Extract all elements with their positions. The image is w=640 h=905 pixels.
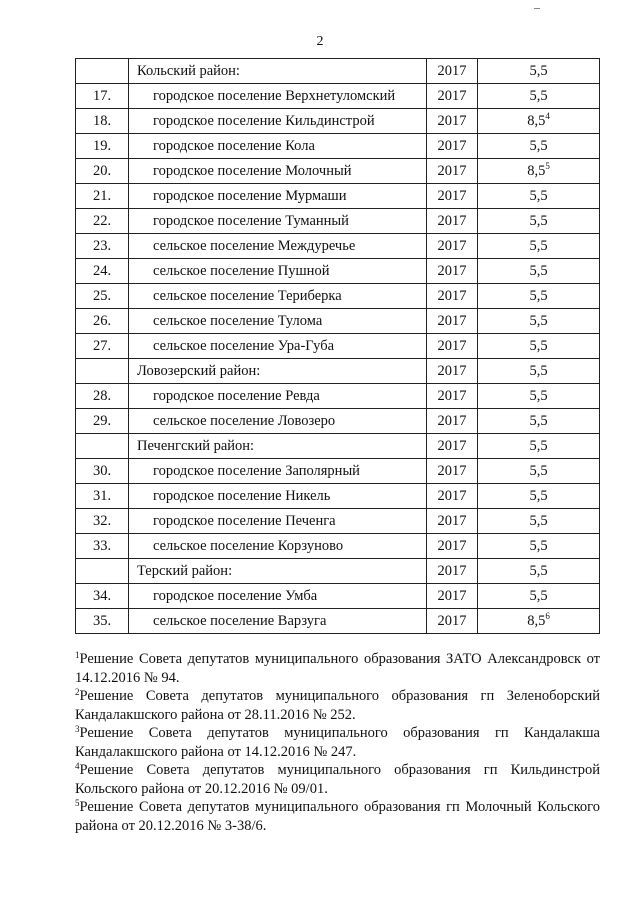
district-row bbox=[76, 559, 600, 584]
row-number: 17. bbox=[76, 84, 129, 109]
settlement-name: сельское поселение Ура-Губа bbox=[129, 334, 427, 359]
row-number: 23. bbox=[76, 234, 129, 259]
year-cell: 2017 bbox=[427, 309, 478, 334]
rate-value: 5,5 bbox=[529, 138, 548, 154]
rate-value: 5,5 bbox=[529, 363, 548, 379]
year-cell: 2017 bbox=[427, 484, 478, 509]
table-row bbox=[76, 384, 600, 409]
rate-cell bbox=[478, 284, 600, 309]
rate-cell bbox=[478, 509, 600, 534]
settlement-name: городское поселение Печенга bbox=[129, 509, 427, 534]
row-number: 34. bbox=[76, 584, 129, 609]
row-number: 21. bbox=[76, 184, 129, 209]
table-row bbox=[76, 184, 600, 209]
rate-cell bbox=[478, 84, 600, 109]
footnote-text: Решение Совета депутатов муниципального образования гп Кандалакша Кандалакшского района от 14.12.2016 № 247. bbox=[75, 725, 600, 760]
row-number: 32. bbox=[76, 509, 129, 534]
year-cell: 2017 bbox=[427, 584, 478, 609]
footnote bbox=[75, 761, 600, 798]
table-row bbox=[76, 109, 600, 134]
settlement-name: городское поселение Молочный bbox=[129, 159, 427, 184]
year-cell: 2017 bbox=[427, 409, 478, 434]
footnote-ref: 5 bbox=[545, 161, 550, 171]
year-cell: 2017 bbox=[427, 334, 478, 359]
district-name: Печенгский район: bbox=[129, 434, 427, 459]
table-row bbox=[76, 334, 600, 359]
settlement-name: сельское поселение Корзуново bbox=[129, 534, 427, 559]
rate-value: 5,5 bbox=[529, 188, 548, 204]
rate-cell bbox=[478, 109, 600, 134]
district-row bbox=[76, 434, 600, 459]
rate-cell bbox=[478, 609, 600, 634]
rate-cell bbox=[478, 359, 600, 384]
rate-cell bbox=[478, 434, 600, 459]
row-number: 35. bbox=[76, 609, 129, 634]
rate-value: 5,5 bbox=[529, 313, 548, 329]
rate-cell bbox=[478, 584, 600, 609]
rate-cell bbox=[478, 309, 600, 334]
footnote bbox=[75, 650, 600, 687]
rate-value: 5,5 bbox=[529, 288, 548, 304]
table-row bbox=[76, 84, 600, 109]
row-number: 25. bbox=[76, 284, 129, 309]
rate-value: 5,5 bbox=[529, 338, 548, 354]
footnote bbox=[75, 687, 600, 724]
year-cell: 2017 bbox=[427, 59, 478, 84]
settlement-name: городское поселение Ревда bbox=[129, 384, 427, 409]
rate-cell bbox=[478, 159, 600, 184]
row-number bbox=[76, 359, 129, 384]
settlement-name: городское поселение Кола bbox=[129, 134, 427, 159]
rates-table bbox=[75, 58, 600, 634]
footnote bbox=[75, 724, 600, 761]
table-row bbox=[76, 459, 600, 484]
rate-value: 5,5 bbox=[529, 438, 548, 454]
rate-value: 5,5 bbox=[529, 513, 548, 529]
row-number: 19. bbox=[76, 134, 129, 159]
district-name: Кольский район: bbox=[129, 59, 427, 84]
rate-value: 5,5 bbox=[529, 588, 548, 604]
rate-value: 5,5 bbox=[529, 213, 548, 229]
row-number: 33. bbox=[76, 534, 129, 559]
footnote-ref: 6 bbox=[545, 611, 550, 621]
row-number: 20. bbox=[76, 159, 129, 184]
table-row bbox=[76, 609, 600, 634]
row-number: 30. bbox=[76, 459, 129, 484]
rate-value: 8,5 bbox=[527, 163, 546, 179]
footnote-ref: 4 bbox=[545, 111, 550, 121]
row-number: 24. bbox=[76, 259, 129, 284]
settlement-name: городское поселение Кильдинстрой bbox=[129, 109, 427, 134]
district-name: Терский район: bbox=[129, 559, 427, 584]
row-number: 18. bbox=[76, 109, 129, 134]
district-row bbox=[76, 359, 600, 384]
year-cell: 2017 bbox=[427, 184, 478, 209]
row-number: 27. bbox=[76, 334, 129, 359]
table-row bbox=[76, 284, 600, 309]
table-row bbox=[76, 309, 600, 334]
rate-cell bbox=[478, 184, 600, 209]
rate-cell bbox=[478, 534, 600, 559]
rate-value: 5,5 bbox=[529, 263, 548, 279]
year-cell: 2017 bbox=[427, 459, 478, 484]
year-cell: 2017 bbox=[427, 259, 478, 284]
year-cell: 2017 bbox=[427, 109, 478, 134]
settlement-name: сельское поселение Варзуга bbox=[129, 609, 427, 634]
row-number bbox=[76, 434, 129, 459]
rate-value: 5,5 bbox=[529, 88, 548, 104]
rate-cell bbox=[478, 484, 600, 509]
settlement-name: городское поселение Мурмаши bbox=[129, 184, 427, 209]
table-row bbox=[76, 509, 600, 534]
table-row bbox=[76, 259, 600, 284]
rate-cell bbox=[478, 409, 600, 434]
rate-cell bbox=[478, 234, 600, 259]
footnote bbox=[75, 798, 600, 835]
rate-value: 5,5 bbox=[529, 388, 548, 404]
rate-value: 5,5 bbox=[529, 463, 548, 479]
row-number: 31. bbox=[76, 484, 129, 509]
year-cell: 2017 bbox=[427, 209, 478, 234]
settlement-name: сельское поселение Тулома bbox=[129, 309, 427, 334]
year-cell: 2017 bbox=[427, 134, 478, 159]
rate-value: 5,5 bbox=[529, 63, 548, 79]
rate-cell bbox=[478, 259, 600, 284]
table-row bbox=[76, 134, 600, 159]
year-cell: 2017 bbox=[427, 434, 478, 459]
footnote-text: Решение Совета депутатов муниципального образования гп Кильдинстрой Кольского района от 20.12.2016 № 09/01. bbox=[75, 762, 600, 797]
district-row bbox=[76, 59, 600, 84]
rate-value: 8,5 bbox=[527, 613, 546, 629]
settlement-name: сельское поселение Пушной bbox=[129, 259, 427, 284]
row-number: 26. bbox=[76, 309, 129, 334]
footnote-text: Решение Совета депутатов муниципального образования ЗАТО Александровск от 14.12.2016 № 94. bbox=[75, 651, 600, 686]
year-cell: 2017 bbox=[427, 159, 478, 184]
year-cell: 2017 bbox=[427, 384, 478, 409]
rate-cell bbox=[478, 209, 600, 234]
row-number: 22. bbox=[76, 209, 129, 234]
year-cell: 2017 bbox=[427, 84, 478, 109]
table-row bbox=[76, 584, 600, 609]
settlement-name: сельское поселение Териберка bbox=[129, 284, 427, 309]
table-row bbox=[76, 409, 600, 434]
rate-cell bbox=[478, 134, 600, 159]
rate-cell bbox=[478, 59, 600, 84]
row-number: 28. bbox=[76, 384, 129, 409]
year-cell: 2017 bbox=[427, 609, 478, 634]
rate-value: 5,5 bbox=[529, 413, 548, 429]
year-cell: 2017 bbox=[427, 509, 478, 534]
settlement-name: городское поселение Никель bbox=[129, 484, 427, 509]
rate-value: 5,5 bbox=[529, 238, 548, 254]
table-row bbox=[76, 234, 600, 259]
footnote-mark: 3 bbox=[75, 724, 80, 734]
rate-cell bbox=[478, 334, 600, 359]
table-row bbox=[76, 534, 600, 559]
footnote-text: Решение Совета депутатов муниципального образования гп Молочный Кольского района от 20.12.2016 № 3-38/6. bbox=[75, 799, 600, 834]
page-number: 2 bbox=[316, 34, 324, 49]
footnote-mark: 5 bbox=[75, 798, 80, 808]
year-cell: 2017 bbox=[427, 559, 478, 584]
footnote-mark: 2 bbox=[75, 687, 80, 697]
rate-cell bbox=[478, 559, 600, 584]
row-number bbox=[76, 59, 129, 84]
settlement-name: городское поселение Туманный bbox=[129, 209, 427, 234]
row-number: 29. bbox=[76, 409, 129, 434]
rate-value: 8,5 bbox=[527, 113, 546, 129]
footnote-mark: 1 bbox=[75, 650, 80, 660]
table-row bbox=[76, 159, 600, 184]
settlement-name: городское поселение Верхнетуломский bbox=[129, 84, 427, 109]
year-cell: 2017 bbox=[427, 534, 478, 559]
rate-cell bbox=[478, 459, 600, 484]
scan-mark bbox=[534, 8, 540, 9]
settlement-name: городское поселение Умба bbox=[129, 584, 427, 609]
settlement-name: городское поселение Заполярный bbox=[129, 459, 427, 484]
year-cell: 2017 bbox=[427, 234, 478, 259]
year-cell: 2017 bbox=[427, 284, 478, 309]
footnote-mark: 4 bbox=[75, 761, 80, 771]
settlement-name: сельское поселение Ловозеро bbox=[129, 409, 427, 434]
settlement-name: сельское поселение Междуречье bbox=[129, 234, 427, 259]
footnote-text: Решение Совета депутатов муниципального образования гп Зеленоборский Кандалакшского района от 28.11.2016 № 252. bbox=[75, 688, 600, 723]
district-name: Ловозерский район: bbox=[129, 359, 427, 384]
rate-cell bbox=[478, 384, 600, 409]
table-row bbox=[76, 484, 600, 509]
row-number bbox=[76, 559, 129, 584]
rate-value: 5,5 bbox=[529, 488, 548, 504]
year-cell: 2017 bbox=[427, 359, 478, 384]
rate-value: 5,5 bbox=[529, 538, 548, 554]
footnotes bbox=[75, 650, 600, 835]
table-row bbox=[76, 209, 600, 234]
rate-value: 5,5 bbox=[529, 563, 548, 579]
